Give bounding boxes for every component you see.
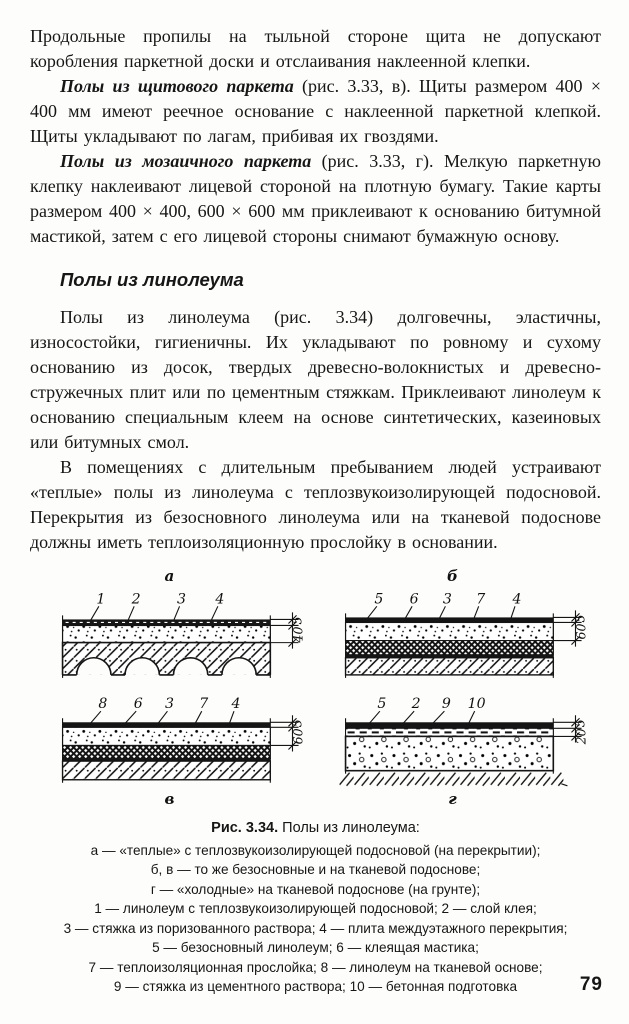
layer-label: 1 [95,591,105,608]
caption-line: 1 — линолеум с теплозвукоизолирующей подосновой; 2 — слой клея; [94,901,537,916]
dimension-label: 60 [290,728,306,745]
diagram-panel-g [323,690,592,809]
layer-screed [62,727,270,745]
layer-label: 2 [131,591,141,608]
paragraph-text: Продольные пропилы на тыльной стороне щита не допускают коробления паркетной доски и отслаивания наклеенной клепки. [30,26,601,71]
caption-line: г — «холодные» на тканевой подоснове (на грунте); [150,881,481,897]
layer-slab [345,658,553,675]
layer-label: 6 [409,591,419,608]
layer-linoleum [62,722,270,727]
layer-label: 7 [198,696,208,713]
panel-letter: б [446,569,458,586]
panel-letter: г [447,789,457,808]
paragraph-warm-floors [30,455,601,555]
figure-title: Полы из линолеума: [278,820,420,836]
layer-slab [62,761,270,780]
dimension-label: 20 [573,728,589,745]
layer-linoleum [345,722,553,728]
layer-insulation [62,745,270,758]
diagram-panel-a [40,569,309,688]
caption-line: а — «теплые» с теплозвукоизолирующей подосновой (на перекрытии); [90,842,541,858]
paragraph-lead-in: Полы из мозаичного паркета [60,151,312,171]
paragraph-lead-in: Полы из щитового паркета [60,76,294,96]
dimension-label: 5 [289,616,305,625]
dimension-label: 5 [572,719,588,728]
figure-3-34 [40,569,592,809]
paragraph-text: В помещениях с длительным пребыванием людей устраивают «теплые» полы из линолеума с теплозвукоизолирующей подосновой. Перекрытия из безосновного линолеума или на тканевой подоснове должны иметь теплоизоляционную прослойку в основании. [30,457,601,552]
paragraph-text: (рис. 3.33, в). Щиты размером 400 × 400 мм имеют реечное основание с наклеенной паркетной клепкой. Щиты укладывают по лагам, прибивая их гвоздями. [30,76,601,146]
diagram-panel-v [40,690,309,809]
dimension-label: 60 [573,623,589,640]
dimension-label: 5 [572,614,588,623]
layer-label: 2 [411,696,421,713]
paragraph-continuation [30,24,601,74]
dimension-label: 40 [290,626,306,643]
paragraph-shield-parquet [30,74,601,149]
paragraph-text: Полы из линолеума (рис. 3.34) долговечны, эластичны, износостойки, гигиеничны. Их укладывают по ровному и сухому основанию из досок, твердых древесно-волокнистых и древесно-стружечных плит или по цементным стяжкам. Приклеивают линолеум к основанию специальным клеем на основе синтетических, казеиновых или битумных смол. [30,307,601,452]
caption-line: 3 — стяжка из поризованного раствора; 4 — плита междуэтажного перекрытия; [63,920,568,936]
layer-label: 3 [164,696,174,713]
layer-label: 5 [376,696,386,713]
paragraph-text: (рис. 3.33, г). Мелкую паркетную клепку наклеивают лицевой стороной на плотную бумагу. Такие карты размером 400 × 400, 600 × 600 мм приклеивают к основанию битумной мастикой, затем с его лицевой стороны снимают бумажную основу. [30,151,601,246]
layer-label: 8 [97,696,107,713]
layer-label: 6 [133,696,143,713]
figure-number: Рис. 3.34. [211,820,279,836]
paragraph-mosaic-parquet [30,149,601,249]
figure-caption-title [30,819,601,839]
caption-line: 5 — безосновный линолеум; 6 — клеящая мастика; [152,940,479,955]
paragraph-linoleum-properties [30,305,601,455]
layer-concrete-base [345,736,553,770]
layer-label: 5 [373,591,383,608]
diagram-panel-b [323,569,592,688]
layer-cement-screed [345,728,553,736]
page-number: 79 [579,974,603,995]
section-heading: Полы из линолеума [60,269,244,290]
layer-label: 10 [467,696,486,713]
layer-label: 3 [176,591,186,608]
caption-line: 9 — стяжка из цементного раствора; 10 — бетонная подготовка [113,979,518,994]
caption-line: б, в — то же безосновные и на тканевой подоснове; [150,862,481,877]
layer-label: 7 [475,591,485,608]
caption-line: 7 — теплоизоляционная прослойка; 8 — линолеум на тканевой основе; [88,959,543,975]
ground-hatching [339,772,563,787]
layer-label: 9 [441,696,451,713]
layer-screed [345,622,553,640]
layer-label: 4 [512,591,521,608]
panel-letter: а [164,569,174,586]
panel-letter: в [163,789,174,808]
layer-screed [62,625,270,642]
figure-caption [30,819,601,997]
layer-linoleum [345,617,553,622]
layer-insulation [345,641,553,655]
layer-label: 4 [214,591,224,608]
layer-label: 4 [231,696,241,713]
dimension-label: 5 [289,719,305,728]
layer-label: 3 [442,591,452,608]
